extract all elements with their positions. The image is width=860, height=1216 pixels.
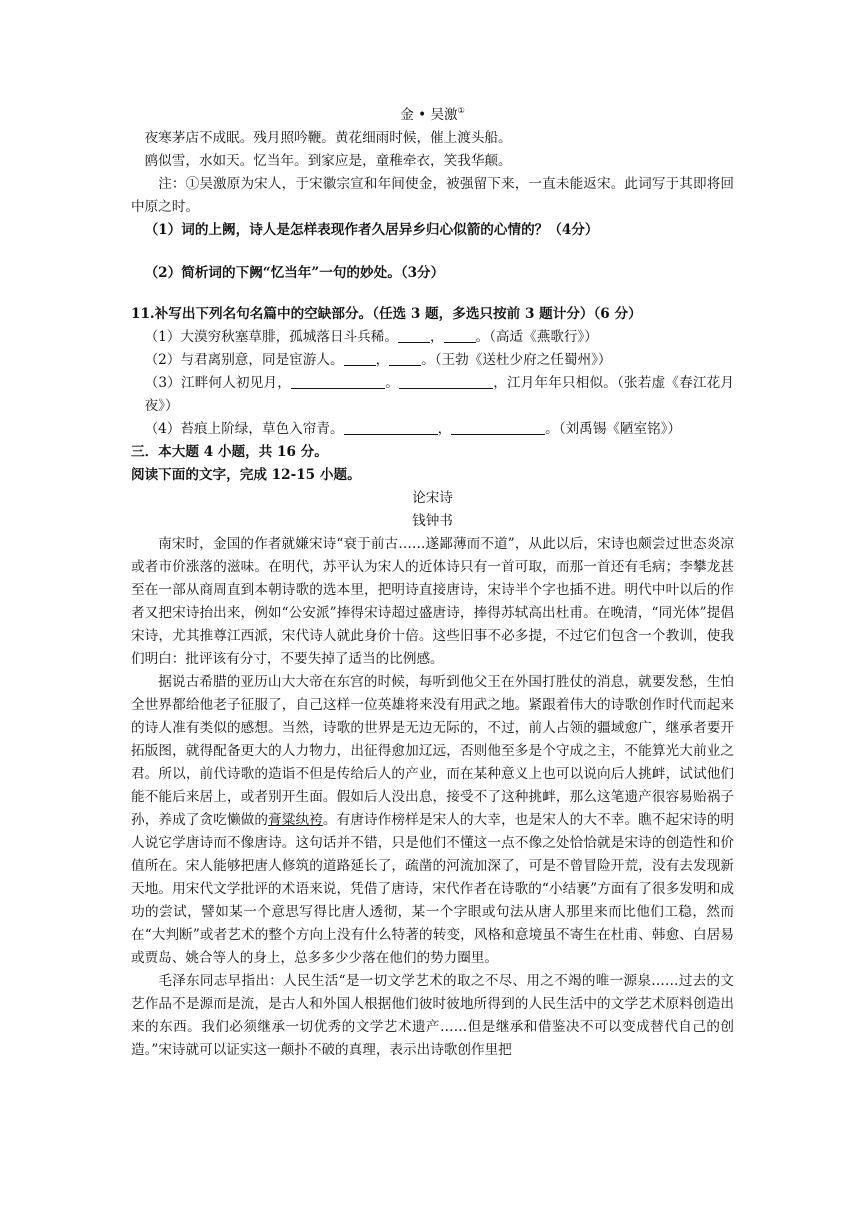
q11-item-2	[131, 349, 734, 372]
essay-paragraph-2-text: 据说古希腊的亚历山大大帝在东宫的时候，每听到他父王在外国打胜仗的消息，就要发愁，生怕全世界都给他老子征服了，自己这样一位英雄将来没有用武之地。紧跟着伟大的诗歌创作时代而起来的诗人准有类似的感想。当然，诗歌的世界是无边无际的，不过，前人占领的疆域愈广，继承者要开拓版图，就得配备更大的人力物力，出征得愈加辽远，否则他至多是个守成之主，不能算光大前业之君。所以，前代诗歌的造诣不但是传给后人的产业，而在某种意义上也可以说向后人挑衅，试试他们能不能后来居上，或者别开生面。假如后人没出息，接受不了这种挑衅，那么这笔遗产很容易贻祸子孙，养成了贪吃懒做的	[131, 674, 734, 828]
answer-blank[interactable]	[398, 328, 430, 343]
q11-item-source: ，江月年年只相似。（张若虚《春江花月夜》）	[144, 375, 734, 414]
q11-item-source: 。（王勃《送杜少府之任蜀州》）	[421, 352, 612, 368]
question-2: （2）简析词的下阙“忆当年”一句的妙处。（3分）	[144, 265, 445, 281]
q11-item-text: （1）大漠穷秋塞草腓，孤城落日斗兵稀。	[144, 329, 398, 345]
essay-paragraph-1: 南宋时，金国的作者就嫌宋诗“衰于前古……遂鄙薄而不道”，从此以后，宋诗也颇尝过世态炎凉或者市价涨落的滋味。在明代，苏平认为宋人的近体诗只有一首可取，而那一首还有毛病；李攀龙甚至在一部从商周直到本朝诗歌的选本里，把明诗直接唐诗，宋诗半个字也插不进。明代中叶以后的作者又把宋诗抬出来，例如“公安派”捧得宋诗超过盛唐诗，捧得苏轼高出杜甫。在晚清，“同光体”提倡宋诗，尤其推尊江西派，宋代诗人就此身价十倍。这些旧事不必多提，不过它们包含一个教训，使我们明白：批评该有分寸，不要失掉了适当的比例感。	[131, 536, 734, 667]
poem-author	[131, 104, 734, 127]
answer-blank[interactable]	[291, 374, 385, 389]
essay-paragraph-3: 毛泽东同志早指出：人民生活“是一切文学艺术的取之不尽、用之不竭的唯一源泉……过去的文艺作品不是源而是流，是古人和外国人根据他们彼时彼地所得到的人民生活中的文学艺术原料创造出来的东西。我们必须继承一切优秀的文学艺术遗产……但是继承和借鉴决不可以变成替代自己的创造。”宋诗就可以证实这一颠扑不破的真理，表示出诗歌创作里把	[131, 973, 734, 1058]
essay-paragraph-2-text-cont: 。有唐诗作榜样是宋人的大幸，也是宋人的大不幸。瞧不起宋诗的明人说它学唐诗而不像唐诗。这句话并不错，只是他们不懂这一点不像之处恰恰就是宋诗的创造性和价值所在。宋人能够把唐人修筑的道路延长了，疏凿的河流加深了，可是不曾冒险开荒，没有去发现新天地。用宋代文学批评的术语来说，凭借了唐诗，宋代作者在诗歌的“小结裹”方面有了很多发明和成功的尝试，譬如某一个意思写得比唐人透彻，某一个字眼或句法从唐人那里来而比他们工稳，然而在“大判断”或者艺术的整个方向上没有什么特著的转变，风格和意境虽不寄生在杜甫、韩愈、白居易或贾岛、姚合等人的身上，总多多少少落在他们的势力圈里。	[131, 812, 735, 966]
essay-paragraph-2	[131, 671, 734, 970]
answer-blank[interactable]	[399, 374, 493, 389]
q11-item-4	[131, 418, 734, 441]
poem-line-2: 鸥似雪，水如天。忆当年。到家应是，童稚牵衣，笑我华颠。	[144, 153, 512, 169]
answer-blank[interactable]	[444, 328, 476, 343]
poem-line-1: 夜寒茅店不成眠。残月照吟鞭。黄花细雨时候，催上渡头船。	[144, 130, 512, 146]
q11-item-source: 。（高适《燕歌行》）	[475, 329, 598, 345]
question-11-title: 11.补写出下列名句名篇中的空缺部分。（任选 3 题，多选只按前 3 题计分）（6 分）	[131, 306, 642, 322]
q11-item-3	[131, 372, 734, 418]
essay-author: 钱钟书	[412, 513, 453, 529]
q11-item-sep: ，	[437, 421, 452, 437]
question-1: （1）词的上阙，诗人是怎样表现作者久居异乡归心似箭的心情的？（4分）	[144, 222, 599, 238]
q11-item-1	[131, 326, 734, 349]
answer-blank[interactable]	[389, 351, 421, 366]
q11-item-source: 。（刘禹锡《陋室铭》）	[545, 421, 682, 437]
q11-item-sep: 。	[385, 375, 400, 391]
answer-blank[interactable]	[344, 351, 376, 366]
section-3-instruction: 阅读下面的文字，完成 12-15 小题。	[131, 467, 361, 483]
q11-item-sep: ，	[429, 329, 444, 345]
q11-item-text: （2）与君离别意，同是宦游人。	[144, 352, 344, 368]
section-3-title: 三．本大题 4 小题，共 16 分。	[131, 444, 328, 460]
underlined-phrase: 膏粱纨袴	[268, 812, 323, 828]
answer-space	[131, 285, 734, 303]
q11-item-text: （3）江畔何人初见月，	[144, 375, 292, 391]
q11-item-text: （4）苔痕上阶绿，草色入帘青。	[144, 421, 344, 437]
essay-title: 论宋诗	[412, 490, 453, 506]
footnote-mark: ①	[457, 106, 465, 115]
poem-note: 注：①吴激原为宋人，于宋徽宗宣和年间使金，被强留下来，一直未能返宋。此词写于其即将回中原之时。	[131, 176, 734, 215]
answer-blank[interactable]	[344, 420, 438, 435]
answer-blank[interactable]	[451, 420, 545, 435]
q11-item-sep: ，	[375, 352, 390, 368]
poem-author-text: 金 • 吴激	[400, 107, 458, 123]
answer-space	[131, 242, 734, 262]
